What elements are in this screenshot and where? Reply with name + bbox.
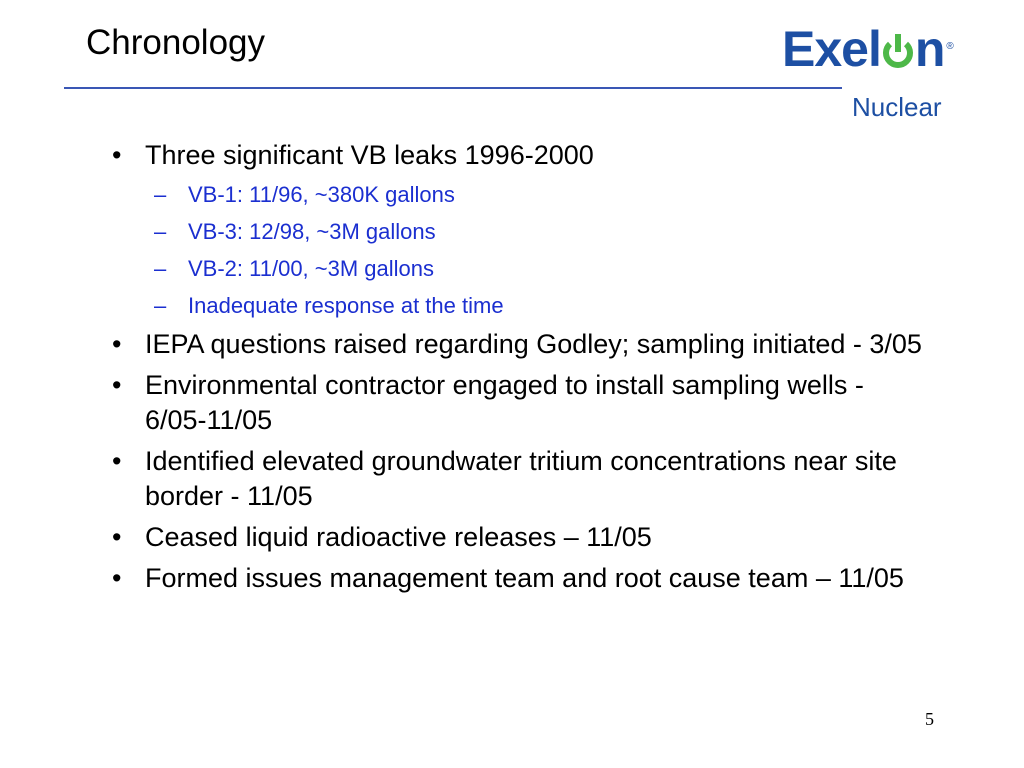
bullet-item-3: • Environmental contractor engaged to install sampling wells - 6/05-11/05 (106, 368, 926, 438)
power-icon (881, 30, 915, 70)
bullet-item-6: • Formed issues management team and root cause team – 11/05 (106, 561, 926, 596)
slide-title: Chronology (86, 23, 265, 62)
registered-mark: ® (946, 41, 953, 52)
bullet-item-1: • Three significant VB leaks 1996-2000 (106, 138, 926, 173)
bullet-list (106, 138, 926, 602)
sub-bullet-4: – Inadequate response at the time (106, 290, 926, 321)
exelon-nuclear-logo (782, 21, 972, 124)
bullet-item-4: • Identified elevated groundwater tritium concentrations near site border - 11/05 (106, 444, 926, 514)
page-number: 5 (925, 709, 934, 729)
sub-bullet-1: – VB-1: 11/96, ~380K gallons (106, 179, 926, 210)
title-divider (64, 87, 842, 89)
bullet-item-2: • IEPA questions raised regarding Godley; sampling initiated - 3/05 (106, 327, 926, 362)
logo-word-pre: Exel (782, 21, 881, 77)
bullet-item-5: • Ceased liquid radioactive releases – 11/05 (106, 520, 926, 555)
logo-subtitle: Nuclear (852, 92, 942, 122)
logo-word-post: n (914, 21, 945, 77)
sub-bullet-2: – VB-3: 12/98, ~3M gallons (106, 216, 926, 247)
sub-bullet-3: – VB-2: 11/00, ~3M gallons (106, 253, 926, 284)
logo-wordmark (782, 21, 953, 77)
